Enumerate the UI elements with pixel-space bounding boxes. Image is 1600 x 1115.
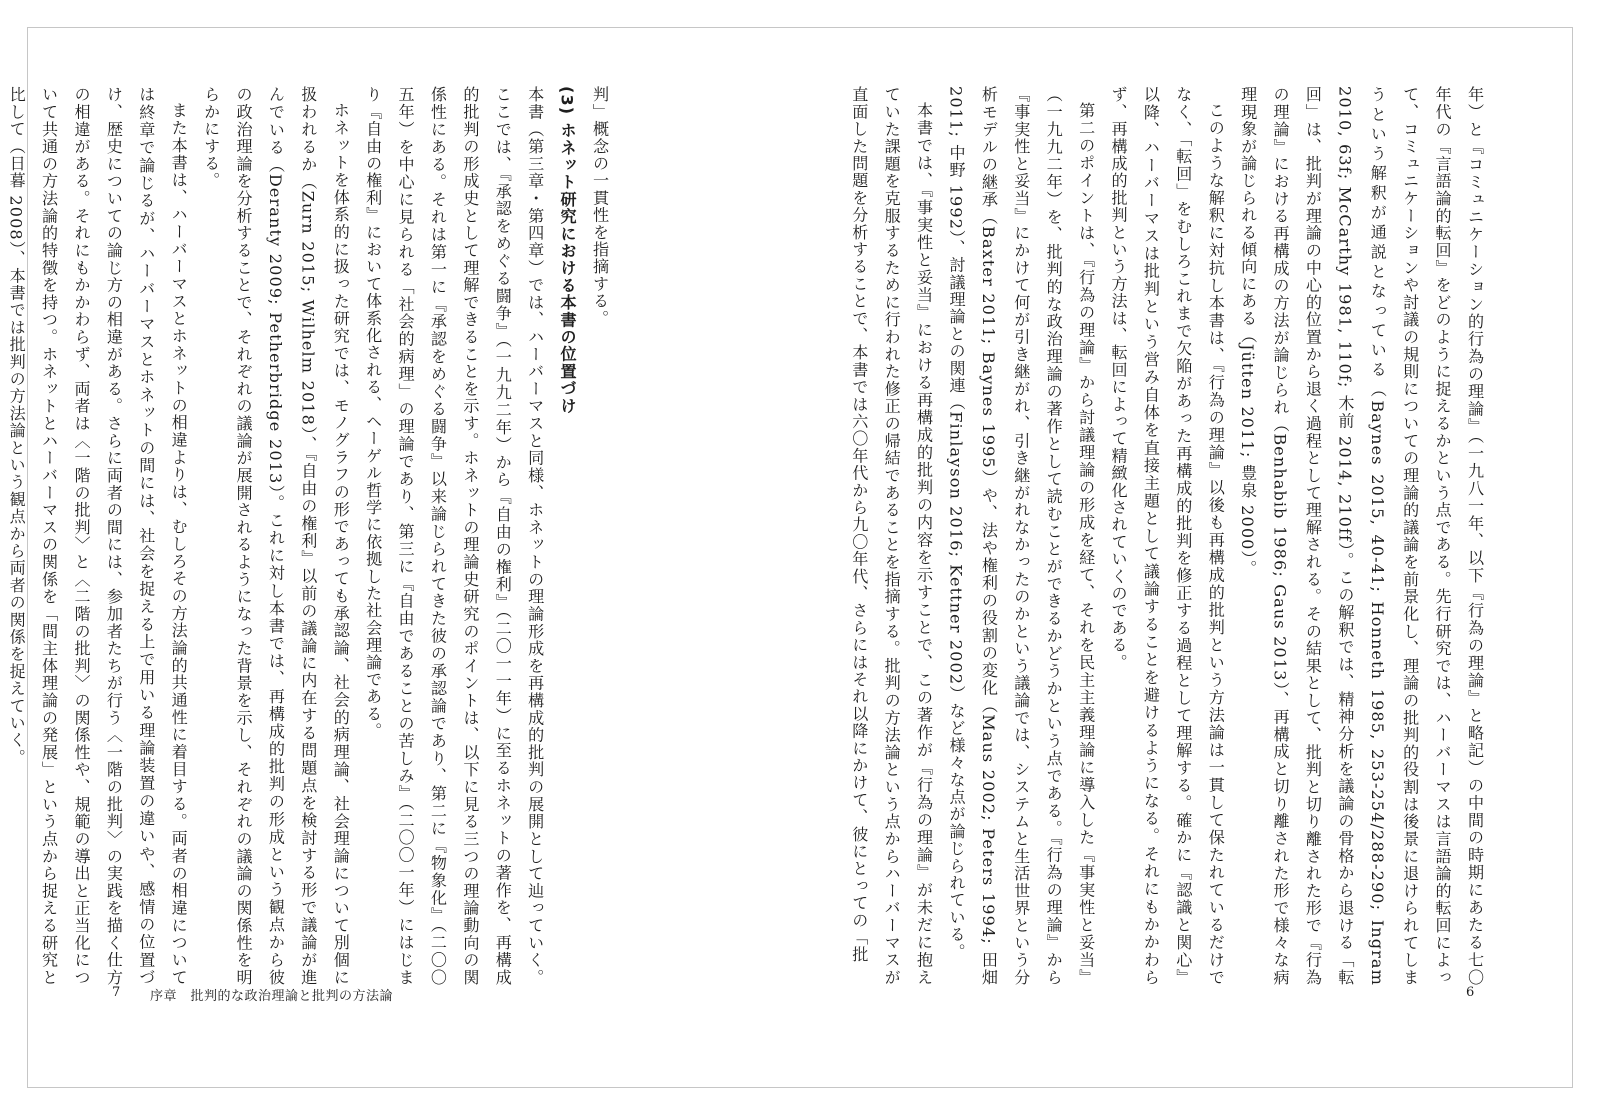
paragraph: 年）と『コミュニケーション的行為の理論』（一九八一年、以下『行為の理論』と略記）の中間の時期にあたる七〇年代の『言語論的転回』をどのように捉えるかという点である。先行研究では、ハーバーマスは言語論的転回によって、コミュニケーションや討議の規則についての理論的議論を前景化し、理論の批判的役割は後景に退けられてしまうという解釈が通説となっている（Baynes 2015, 40-41; Honneth 1985, 253-254/288-290; Ingram 2010, 63f; McCarthy 1981, 110f; 木前 2014, 210ff）。この解釈では、精神分析を議論の骨格から退ける「転回」は、批判が理論の中心的位置から退く過程として理解される。その結果として、批判と切り離された形で『行為の理論』における再構成の方法が論じられ（Benhabib 1986; Gaus 2013）、再構成と切り離された形で様々な病理現象が論じられる傾向にある（Jütten 2011; 豊泉 2000）。 — [1238, 86, 1484, 986]
paragraph: 第二のポイントは、『行為の理論』から討議理論の形成を経て、それを民主主義理論に導入した『事実性と妥当』（一九九二年）を、批判的な政治理論の著作として読むことができるかどうかという点である。『行為の理論』から『事実性と妥当』にかけて何が引き継がれ、引き継がれなかったのかという議論では、システムと生活世界という分析モデルの継承（Baxter 2011; Baynes 1995）や、法や権利の役割の変化（Maus 2002; Peters 1994; 田畑 2011; 中野 1992）、討議理論との関連（Finlayson 2016; Kettner 2002）など様々な点が論じられている。 — [946, 86, 1096, 986]
right-page-body — [849, 86, 1490, 986]
paragraph: このような解釈に対抗し本書は、『行為の理論』以後も再構成的批判という方法論は一貫して保たれているだけでなく、「転回」をむしろこれまで欠陥があった再構成的批判を修正する過程として理解する。確かに『認識と関心』以降、ハーバーマスは批判という営み自体を直接主題として議論することを避けるようになる。それにもかかわらず、再構成的批判という方法は、転回によって精緻化されていくのである。 — [1108, 86, 1225, 986]
section-heading: (3) ホネット研究における本書の位置づけ — [557, 86, 577, 415]
paragraph: 本書では、『事実性と妥当』における再構成的批判の内容を示すことで、この著作が『行為の理論』が未だに抱えていた課題を克服するために行われた修正の帰結であることを指摘する。批判の方法論という点からハーバーマスが直面した問題を分析することで、本書では六〇年代から九〇年代、さらにはそれ以降にかけて、彼にとっての「批 — [849, 86, 934, 986]
page-number-right: 6 — [1466, 985, 1475, 1000]
paragraph: また本書は、ハーバーマスとホネットの相違よりは、むしろその方法論的共通性に着目する。両者の相違については終章で論じるが、ハーバーマスとホネットの間には、社会を捉える上で用いる理論装置の違いや、感情の位置づけ、歴史についての論じ方の相違がある。さらに両者の間には、参加者たちが行う〈一階の批判〉の実践を描く仕方の相違がある。それにもかかわらず、両者は〈一階の批判〉と〈二階の批判〉の関係性や、規範の導出と正当化について共通の方法論的特徴を持つ。ホネットとハーバーマスの関係を「間主体理論の発展」という点から捉える研究と比して（日暮 2008）、本書では批判の方法論という観点から両者の関係を捉えていく。 — [6, 86, 188, 986]
paragraph: 本書（第三章・第四章）では、ハーバーマスと同様、ホネットの理論形成を再構成的批判の展開として辿っていく。ここでは、『承認をめぐる闘争』（一九九二年）から『自由の権利』（二〇一一年）に至るホネットの著作を、再構成的批判の形成史として理解できることを示す。ホネットの理論史研究のポイントは、以下に見る三つの理論動向の関係性にある。それは第一に『承認をめぐる闘争』以来論じられてきた彼の承認論であり、第二に『物象化』（二〇〇五年）を中心に見られる「社会的病理」の理論であり、第三に『自由であることの苦しみ』（二〇〇一年）にはじまり『自由の権利』において体系化される、ヘーゲル哲学に依拠した社会理論である。 — [363, 86, 545, 986]
paragraph: 判」概念の一貫性を指摘する。 — [590, 86, 609, 327]
left-page-body — [6, 86, 615, 986]
paragraph: ホネットを体系的に扱った研究では、モノグラフの形であっても承認論、社会的病理論、社会理論について別個に扱われるか（Zurn 2015; Wilhelm 2018）、『自由の権利』以前の議論に内在する問題点を検討する形で議論が進んでいる（Deranty 2009; Petherbridge 2013）。これに対し本書では、再構成的批判の形成という観点から彼の政治理論を分析することで、それぞれの議論が展開されるようになった背景を示し、それぞれの議論の関係性を明らかにする。 — [201, 86, 350, 986]
running-head: 序章 批判的な政治理論と批判の方法論 — [150, 989, 394, 1004]
page-number-left: 7 — [112, 985, 121, 1000]
